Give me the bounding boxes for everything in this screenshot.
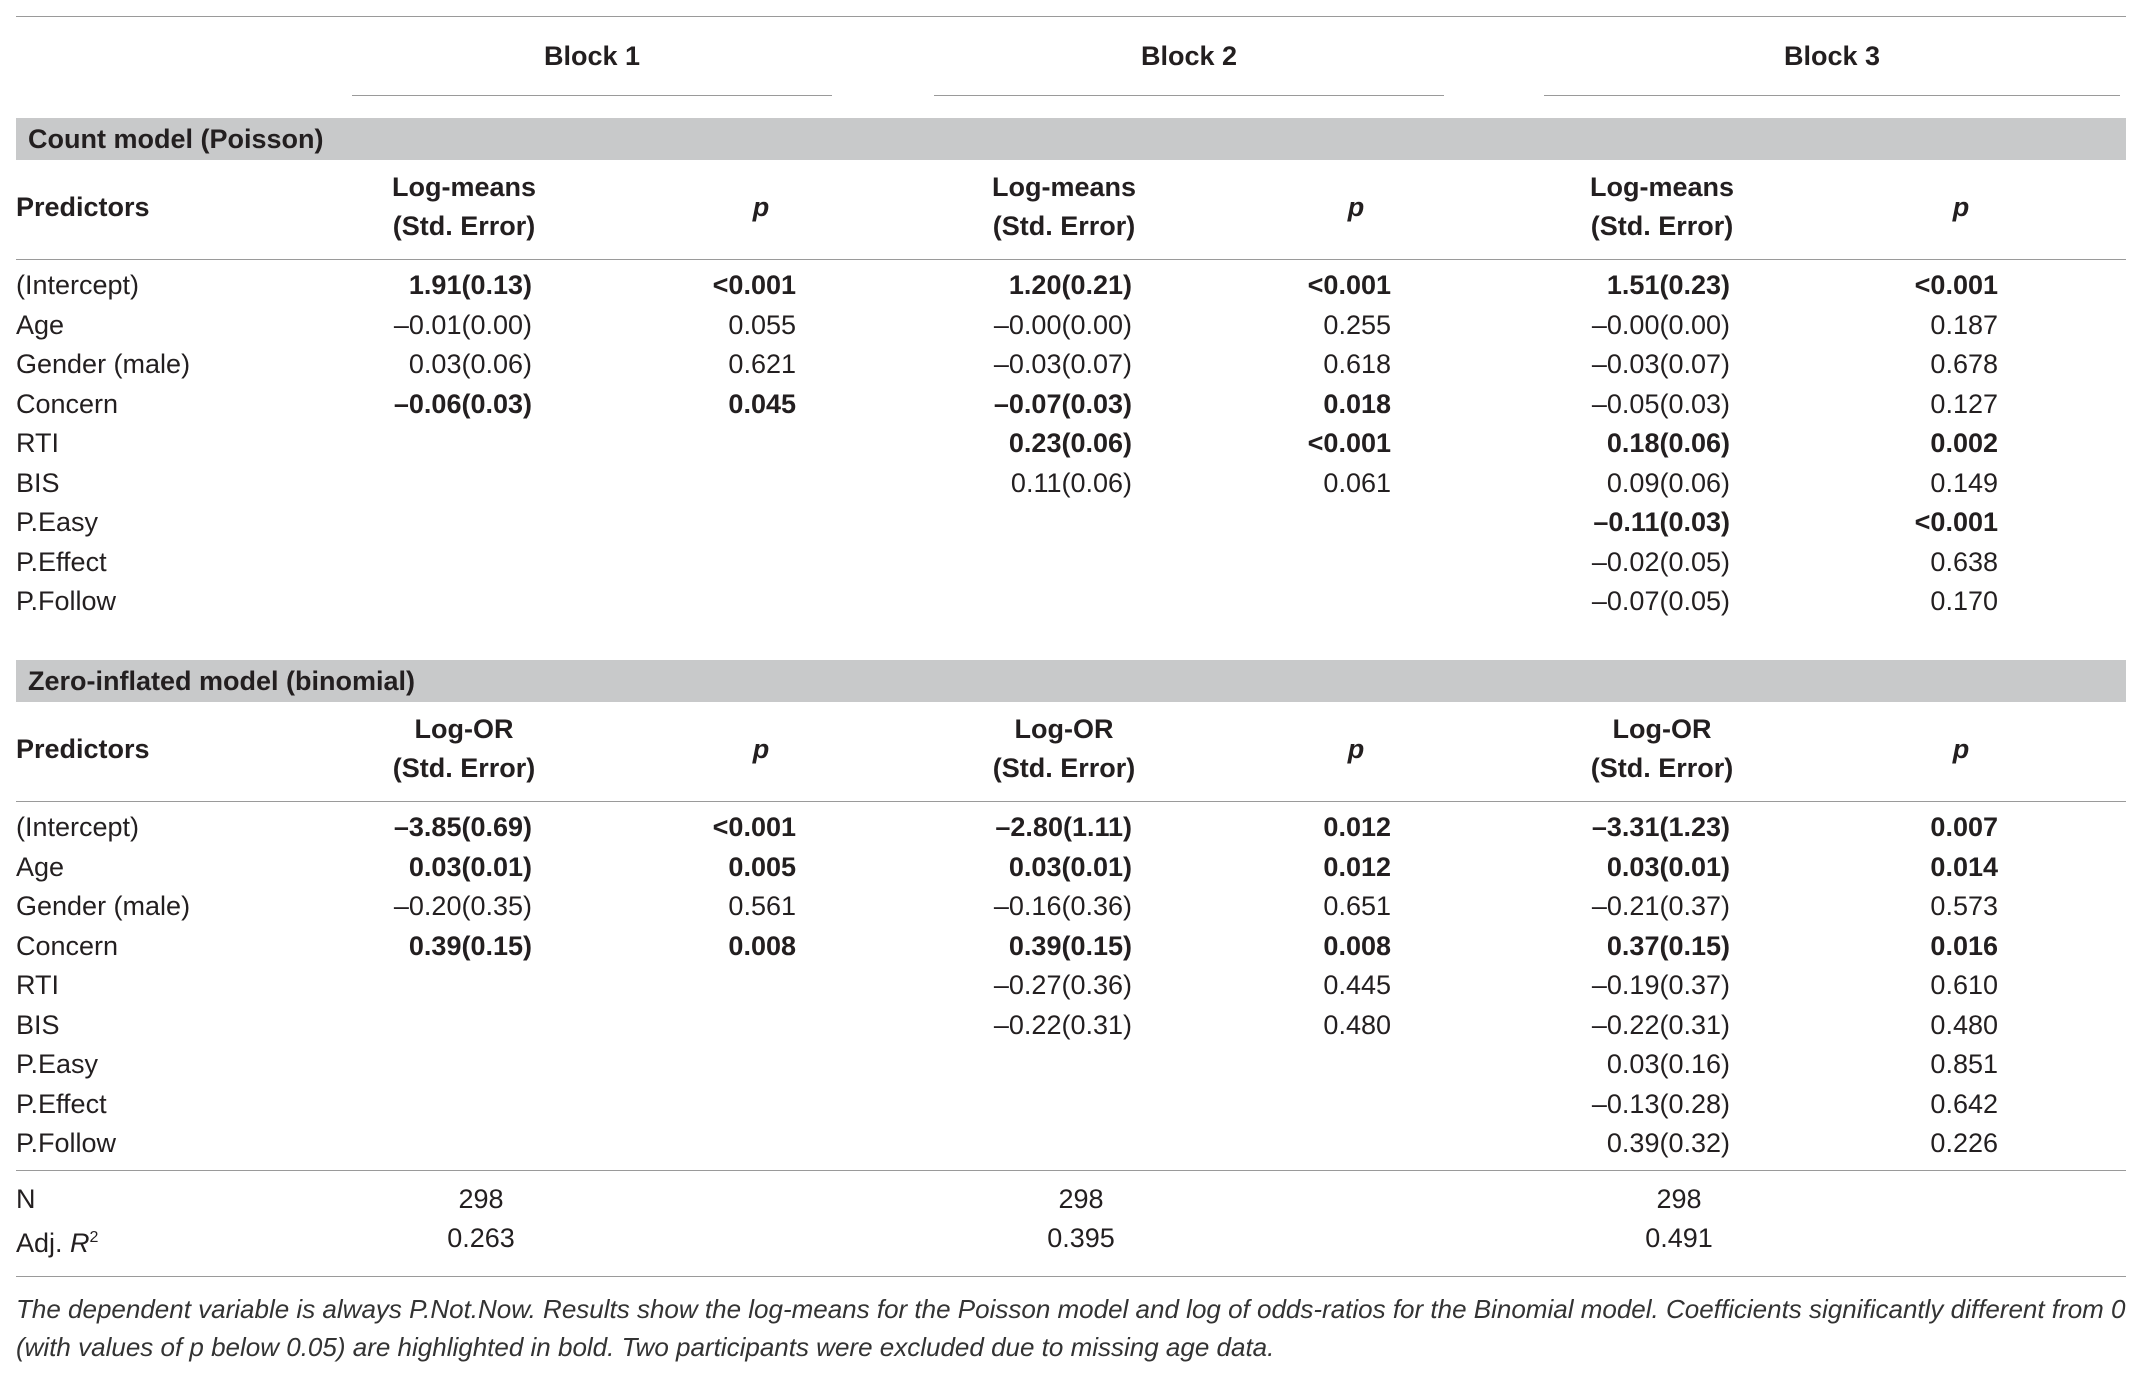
count-model-p-cell: <0.001	[1914, 270, 1998, 300]
zero-model-p-cell: 0.480	[1930, 1009, 1998, 1040]
count-model-p-cell: 0.621	[728, 349, 796, 379]
count-model-p-cell: 0.149	[1930, 467, 1998, 498]
zero-model-row-label: P.Effect	[16, 1088, 107, 1119]
count-model-stderr-header-1: (Std. Error)	[392, 211, 536, 241]
count-model-p-cell: 0.255	[1323, 309, 1391, 340]
r2-value-block-2: 0.395	[1047, 1223, 1115, 1253]
count-model-p-cell: 0.170	[1930, 586, 1998, 616]
count-model-estimate-cell: 1.91(0.13)	[408, 270, 532, 300]
count-model-row-label: Age	[16, 309, 65, 340]
zero-model-p-cell: 0.016	[1930, 930, 1998, 961]
zero-model-estimate-cell: 0.39(0.15)	[1008, 930, 1132, 961]
zero-model-estimate-cell: –0.16(0.36)	[993, 891, 1132, 921]
zero-model-predictors-header: Predictors	[16, 734, 150, 764]
count-model-predictors-header: Predictors	[16, 192, 150, 222]
footnote: The dependent variable is always P.Not.Now. Results show the log-means for the Poisson model and log of odds-ratios for the Binomial model. Coefficients significantly different from 0 (with values of p below 0.05) are highlighted in bold. Two participants were excluded due to missing age data.	[16, 1294, 2126, 1362]
count-model-estimate-cell: –0.07(0.05)	[1591, 586, 1730, 616]
block-3-underline	[1544, 95, 2120, 96]
count-model-p-cell: <0.001	[1307, 270, 1391, 300]
zero-model-row-label: P.Easy	[16, 1049, 99, 1079]
zero-model-p-cell: 0.007	[1930, 812, 1998, 842]
count-model-row-label: P.Follow	[16, 586, 117, 616]
zero-model-section-band	[16, 660, 2126, 702]
zero-model-row-label: Age	[16, 851, 65, 882]
zero-model-estimate-cell: 0.03(0.16)	[1606, 1049, 1730, 1079]
zero-model-estimate-cell: 0.03(0.01)	[1008, 851, 1132, 882]
zero-model-p-cell: 0.014	[1930, 851, 1998, 882]
zero-model-estimate-cell: 0.39(0.15)	[408, 930, 532, 961]
zero-model-p-cell: 0.008	[728, 930, 796, 961]
count-model-estimate-cell: –0.11(0.03)	[1593, 507, 1730, 537]
count-model-row-label: P.Easy	[16, 507, 99, 537]
count-model-row-label: P.Effect	[16, 546, 107, 577]
zero-model-p-cell: 0.610	[1930, 970, 1998, 1000]
count-model-section-title: Count model (Poisson)	[28, 124, 324, 154]
count-model-row-label: BIS	[16, 467, 60, 498]
zero-model-estimate-cell: –0.21(0.37)	[1591, 891, 1730, 921]
count-model-estimate-cell: –0.01(0.00)	[393, 309, 532, 340]
n-value-block-2: 298	[1058, 1184, 1104, 1214]
zero-model-p-cell: 0.642	[1930, 1088, 1998, 1119]
count-model-p-header-3: p	[1952, 192, 1970, 222]
zero-model-estimate-cell: –0.20(0.35)	[393, 891, 532, 921]
zero-model-estimate-header-2: Log-OR	[1014, 714, 1114, 744]
n-value-block-1: 298	[458, 1184, 504, 1214]
n-value-block-3: 298	[1656, 1184, 1702, 1214]
block-1-underline	[352, 95, 832, 96]
count-model-row-label: (Intercept)	[16, 270, 140, 300]
zero-model-p-cell: 0.226	[1930, 1128, 1998, 1158]
adj-r2-sup: 2	[89, 1229, 99, 1246]
zero-model-p-cell: 0.012	[1323, 851, 1391, 882]
r2-value-block-1: 0.263	[447, 1223, 515, 1253]
zero-model-p-header-3: p	[1952, 734, 1970, 764]
zero-model-section-title: Zero-inflated model (binomial)	[28, 666, 416, 696]
zero-model-p-cell: 0.012	[1323, 812, 1391, 842]
zero-model-estimate-cell: 0.39(0.32)	[1606, 1128, 1730, 1158]
count-model-estimate-cell: –0.03(0.07)	[1591, 349, 1730, 379]
count-model-p-cell: <0.001	[712, 270, 796, 300]
zero-model-stderr-header-3: (Std. Error)	[1590, 753, 1734, 783]
zero-model-p-cell: 0.851	[1930, 1049, 1998, 1079]
zero-model-p-header-2: p	[1347, 734, 1365, 764]
count-model-p-cell: 0.678	[1930, 349, 1998, 379]
count-model-row-label: RTI	[16, 428, 60, 458]
zero-model-p-cell: 0.561	[728, 891, 796, 921]
count-model-estimate-cell: 0.09(0.06)	[1606, 467, 1730, 498]
adj-r2-label-text: Adj.	[16, 1228, 71, 1258]
count-model-estimate-header-2: Log-means	[991, 172, 1137, 202]
zero-model-estimate-cell: –0.19(0.37)	[1591, 970, 1730, 1000]
count-model-estimate-cell: 0.23(0.06)	[1008, 428, 1132, 458]
top-rule	[16, 16, 2126, 17]
count-model-estimate-header-1: Log-means	[391, 172, 537, 202]
footnote-rule	[16, 1276, 2126, 1277]
count-model-p-cell: <0.001	[1914, 507, 1998, 537]
zero-model-estimate-cell: –2.80(1.11)	[995, 812, 1132, 842]
zero-model-estimate-cell: –0.13(0.28)	[1591, 1088, 1730, 1119]
zero-model-estimate-cell: 0.37(0.15)	[1606, 930, 1730, 961]
count-model-p-cell: 0.018	[1323, 388, 1391, 419]
zero-model-row-label: Concern	[16, 930, 119, 961]
count-model-stderr-header-3: (Std. Error)	[1590, 211, 1734, 241]
zero-model-estimate-cell: –0.22(0.31)	[1591, 1009, 1730, 1040]
block-3-header: Block 3	[1783, 41, 1881, 71]
zero-model-estimate-header-3: Log-OR	[1612, 714, 1712, 744]
count-model-p-cell: 0.045	[728, 388, 796, 419]
count-model-row-label: Concern	[16, 388, 119, 419]
summary-top-rule	[16, 1170, 2126, 1171]
count-model-estimate-header-3: Log-means	[1589, 172, 1735, 202]
count-model-estimate-cell: 0.03(0.06)	[408, 349, 532, 379]
zero-model-estimate-cell: –3.31(1.23)	[1591, 812, 1730, 842]
zero-model-stderr-header-2: (Std. Error)	[992, 753, 1136, 783]
count-model-estimate-cell: 1.20(0.21)	[1008, 270, 1132, 300]
count-model-estimate-cell: –0.07(0.03)	[993, 388, 1132, 419]
count-model-estimate-cell: 0.18(0.06)	[1606, 428, 1730, 458]
count-model-p-cell: 0.002	[1930, 428, 1998, 458]
count-model-p-cell: 0.061	[1323, 467, 1391, 498]
zero-model-p-cell: 0.005	[728, 851, 796, 882]
zero-model-p-cell: 0.651	[1323, 891, 1391, 921]
count-model-estimate-cell: –0.00(0.00)	[1591, 309, 1730, 340]
zero-model-row-label: BIS	[16, 1009, 60, 1040]
count-model-estimate-cell: –0.05(0.03)	[1591, 388, 1730, 419]
zero-model-p-cell: 0.008	[1323, 930, 1391, 961]
zero-model-estimate-cell: –0.27(0.36)	[993, 970, 1132, 1000]
n-label: N	[16, 1184, 36, 1214]
count-model-p-header-1: p	[752, 192, 770, 222]
zero-model-row-label: Gender (male)	[16, 891, 191, 921]
count-model-p-cell: 0.055	[728, 309, 796, 340]
zero-model-estimate-header-1: Log-OR	[414, 714, 514, 744]
count-model-p-cell: 0.618	[1323, 349, 1391, 379]
zero-model-p-cell: 0.573	[1930, 891, 1998, 921]
count-model-p-cell: <0.001	[1307, 428, 1391, 458]
block-2-underline	[934, 95, 1444, 96]
zero-model-estimate-cell: –0.22(0.31)	[993, 1009, 1132, 1040]
count-model-estimate-cell: –0.03(0.07)	[993, 349, 1132, 379]
count-model-stderr-header-2: (Std. Error)	[992, 211, 1136, 241]
count-model-estimate-cell: 0.11(0.06)	[1010, 467, 1132, 498]
zero-model-p-cell: <0.001	[712, 812, 796, 842]
count-model-estimate-cell: –0.06(0.03)	[393, 388, 532, 419]
zero-model-header-rule	[16, 801, 2126, 802]
count-model-estimate-cell: –0.00(0.00)	[993, 309, 1132, 340]
zero-model-estimate-cell: 0.03(0.01)	[1606, 851, 1730, 882]
count-model-p-header-2: p	[1347, 192, 1365, 222]
zero-model-stderr-header-1: (Std. Error)	[392, 753, 536, 783]
zero-model-row-label: RTI	[16, 970, 60, 1000]
zero-model-p-header-1: p	[752, 734, 770, 764]
count-model-estimate-cell: –0.02(0.05)	[1591, 546, 1730, 577]
count-model-header-rule	[16, 259, 2126, 260]
count-model-estimate-cell: 1.51(0.23)	[1606, 270, 1730, 300]
count-model-row-label: Gender (male)	[16, 349, 191, 379]
adj-r2-symbol: R	[70, 1228, 90, 1258]
block-1-header: Block 1	[543, 41, 641, 71]
r2-value-block-3: 0.491	[1645, 1223, 1713, 1253]
count-model-p-cell: 0.127	[1930, 388, 1998, 419]
zero-model-estimate-cell: –3.85(0.69)	[393, 812, 532, 842]
zero-model-p-cell: 0.480	[1323, 1009, 1391, 1040]
zero-model-estimate-cell: 0.03(0.01)	[408, 851, 532, 882]
zero-model-p-cell: 0.445	[1323, 970, 1391, 1000]
zero-model-row-label: P.Follow	[16, 1128, 117, 1158]
adj-r2-label	[16, 1222, 98, 1259]
count-model-section-band	[16, 118, 2126, 160]
block-2-header: Block 2	[1140, 41, 1238, 71]
count-model-p-cell: 0.638	[1930, 546, 1998, 577]
zero-model-row-label: (Intercept)	[16, 812, 140, 842]
count-model-p-cell: 0.187	[1930, 309, 1998, 340]
